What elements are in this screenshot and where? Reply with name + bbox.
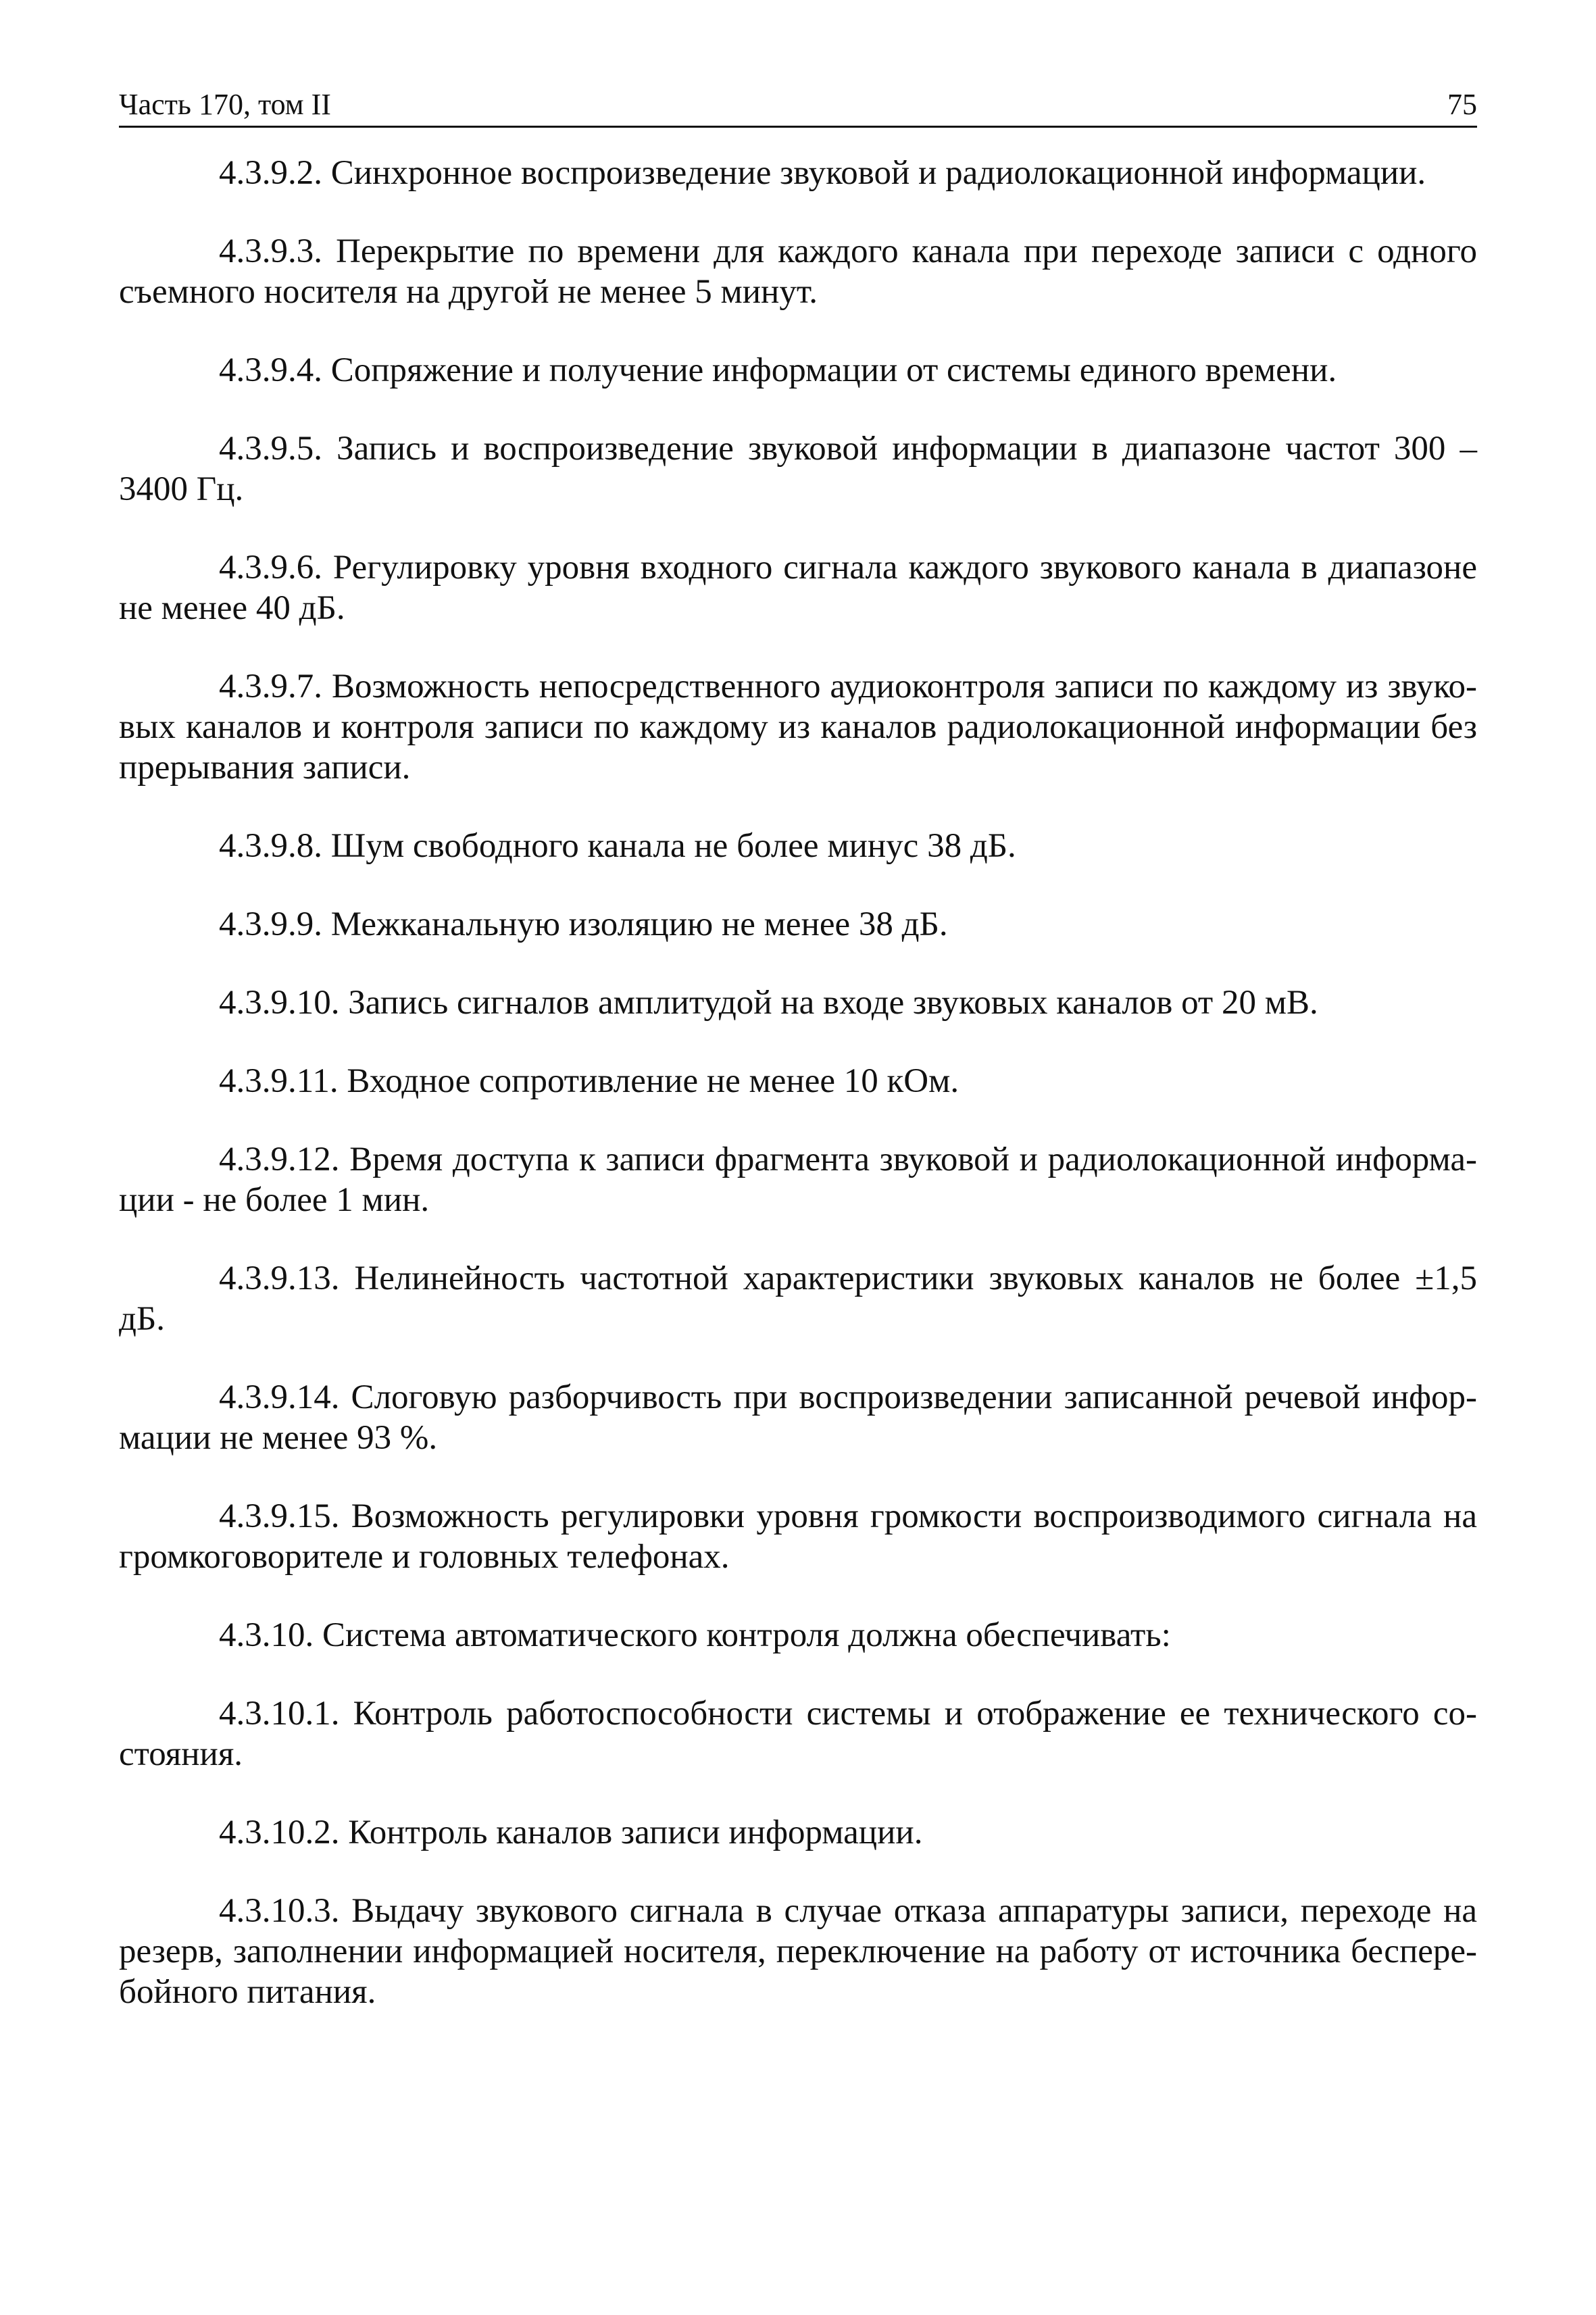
header-part-volume: Часть 170, том II bbox=[119, 88, 331, 121]
document-body bbox=[119, 153, 1477, 2050]
running-header bbox=[119, 84, 1477, 128]
paragraph-4-3-9-11: 4.3.9.11. Входное сопротивление не менее 10 кОм. bbox=[219, 1062, 959, 1100]
paragraph-4-3-9-5: 4.3.9.5. Запись и воспроизведение звуковой информации в диапазоне частот 300 – 3400 Гц. bbox=[119, 430, 1477, 508]
paragraph-4-3-10-3: 4.3.10.3. Выдачу звукового сигнала в случае отказа аппаратуры записи, переходе на резерв, заполнении информацией носителя, переключение на работу от источника бесперебойного питания. bbox=[119, 1892, 1477, 2011]
paragraph-4-3-9-4: 4.3.9.4. Сопряжение и получение информации от системы единого времени. bbox=[219, 351, 1337, 389]
paragraph-4-3-10-2: 4.3.10.2. Контроль каналов записи информации. bbox=[219, 1814, 923, 1851]
paragraph-4-3-10: 4.3.10. Система автоматического контроля должна обеспечивать: bbox=[219, 1616, 1171, 1654]
paragraph-4-3-9-12: 4.3.9.12. Время доступа к записи фрагмента звуковой и радиолокационной информации - не более 1 мин. bbox=[119, 1141, 1477, 1219]
page-number: 75 bbox=[1447, 88, 1477, 121]
paragraph-4-3-9-3: 4.3.9.3. Перекрытие по времени для каждого канала при переходе записи с одного съемного носителя на другой не менее 5 минут. bbox=[119, 232, 1477, 311]
paragraph-4-3-9-14: 4.3.9.14. Слоговую разборчивость при воспроизведении записанной речевой информации не менее 93 %. bbox=[119, 1378, 1477, 1457]
paragraph-4-3-9-10: 4.3.9.10. Запись сигналов амплитудой на входе звуковых каналов от 20 мВ. bbox=[219, 984, 1318, 1022]
paragraph-4-3-9-8: 4.3.9.8. Шум свободного канала не более минус 38 дБ. bbox=[219, 827, 1016, 865]
paragraph-4-3-9-15: 4.3.9.15. Возможность регулировки уровня громкости воспроизводимого сигнала на громкоговорителе и головных телефонах. bbox=[119, 1497, 1477, 1576]
paragraph-4-3-9-9: 4.3.9.9. Межканальную изоляцию не менее 38 дБ. bbox=[219, 905, 948, 943]
paragraph-4-3-9-7: 4.3.9.7. Возможность непосредственного аудиоконтроля записи по каждому из звуковых каналов и контроля записи по каждому из каналов радиолокационной информации без прерывания записи. bbox=[119, 668, 1477, 787]
paragraph-4-3-10-1: 4.3.10.1. Контроль работоспособности системы и отображение ее технического состояния. bbox=[119, 1695, 1477, 1773]
paragraph-4-3-9-13: 4.3.9.13. Нелинейность частотной характеристики звуковых каналов не более ±1,5 дБ. bbox=[119, 1260, 1477, 1338]
paragraph-4-3-9-6: 4.3.9.6. Регулировку уровня входного сигнала каждого звукового канала в диапазоне не менее 40 дБ. bbox=[119, 549, 1477, 627]
paragraph-4-3-9-2: 4.3.9.2. Синхронное воспроизведение звуковой и радиолокационной информации. bbox=[219, 154, 1426, 192]
